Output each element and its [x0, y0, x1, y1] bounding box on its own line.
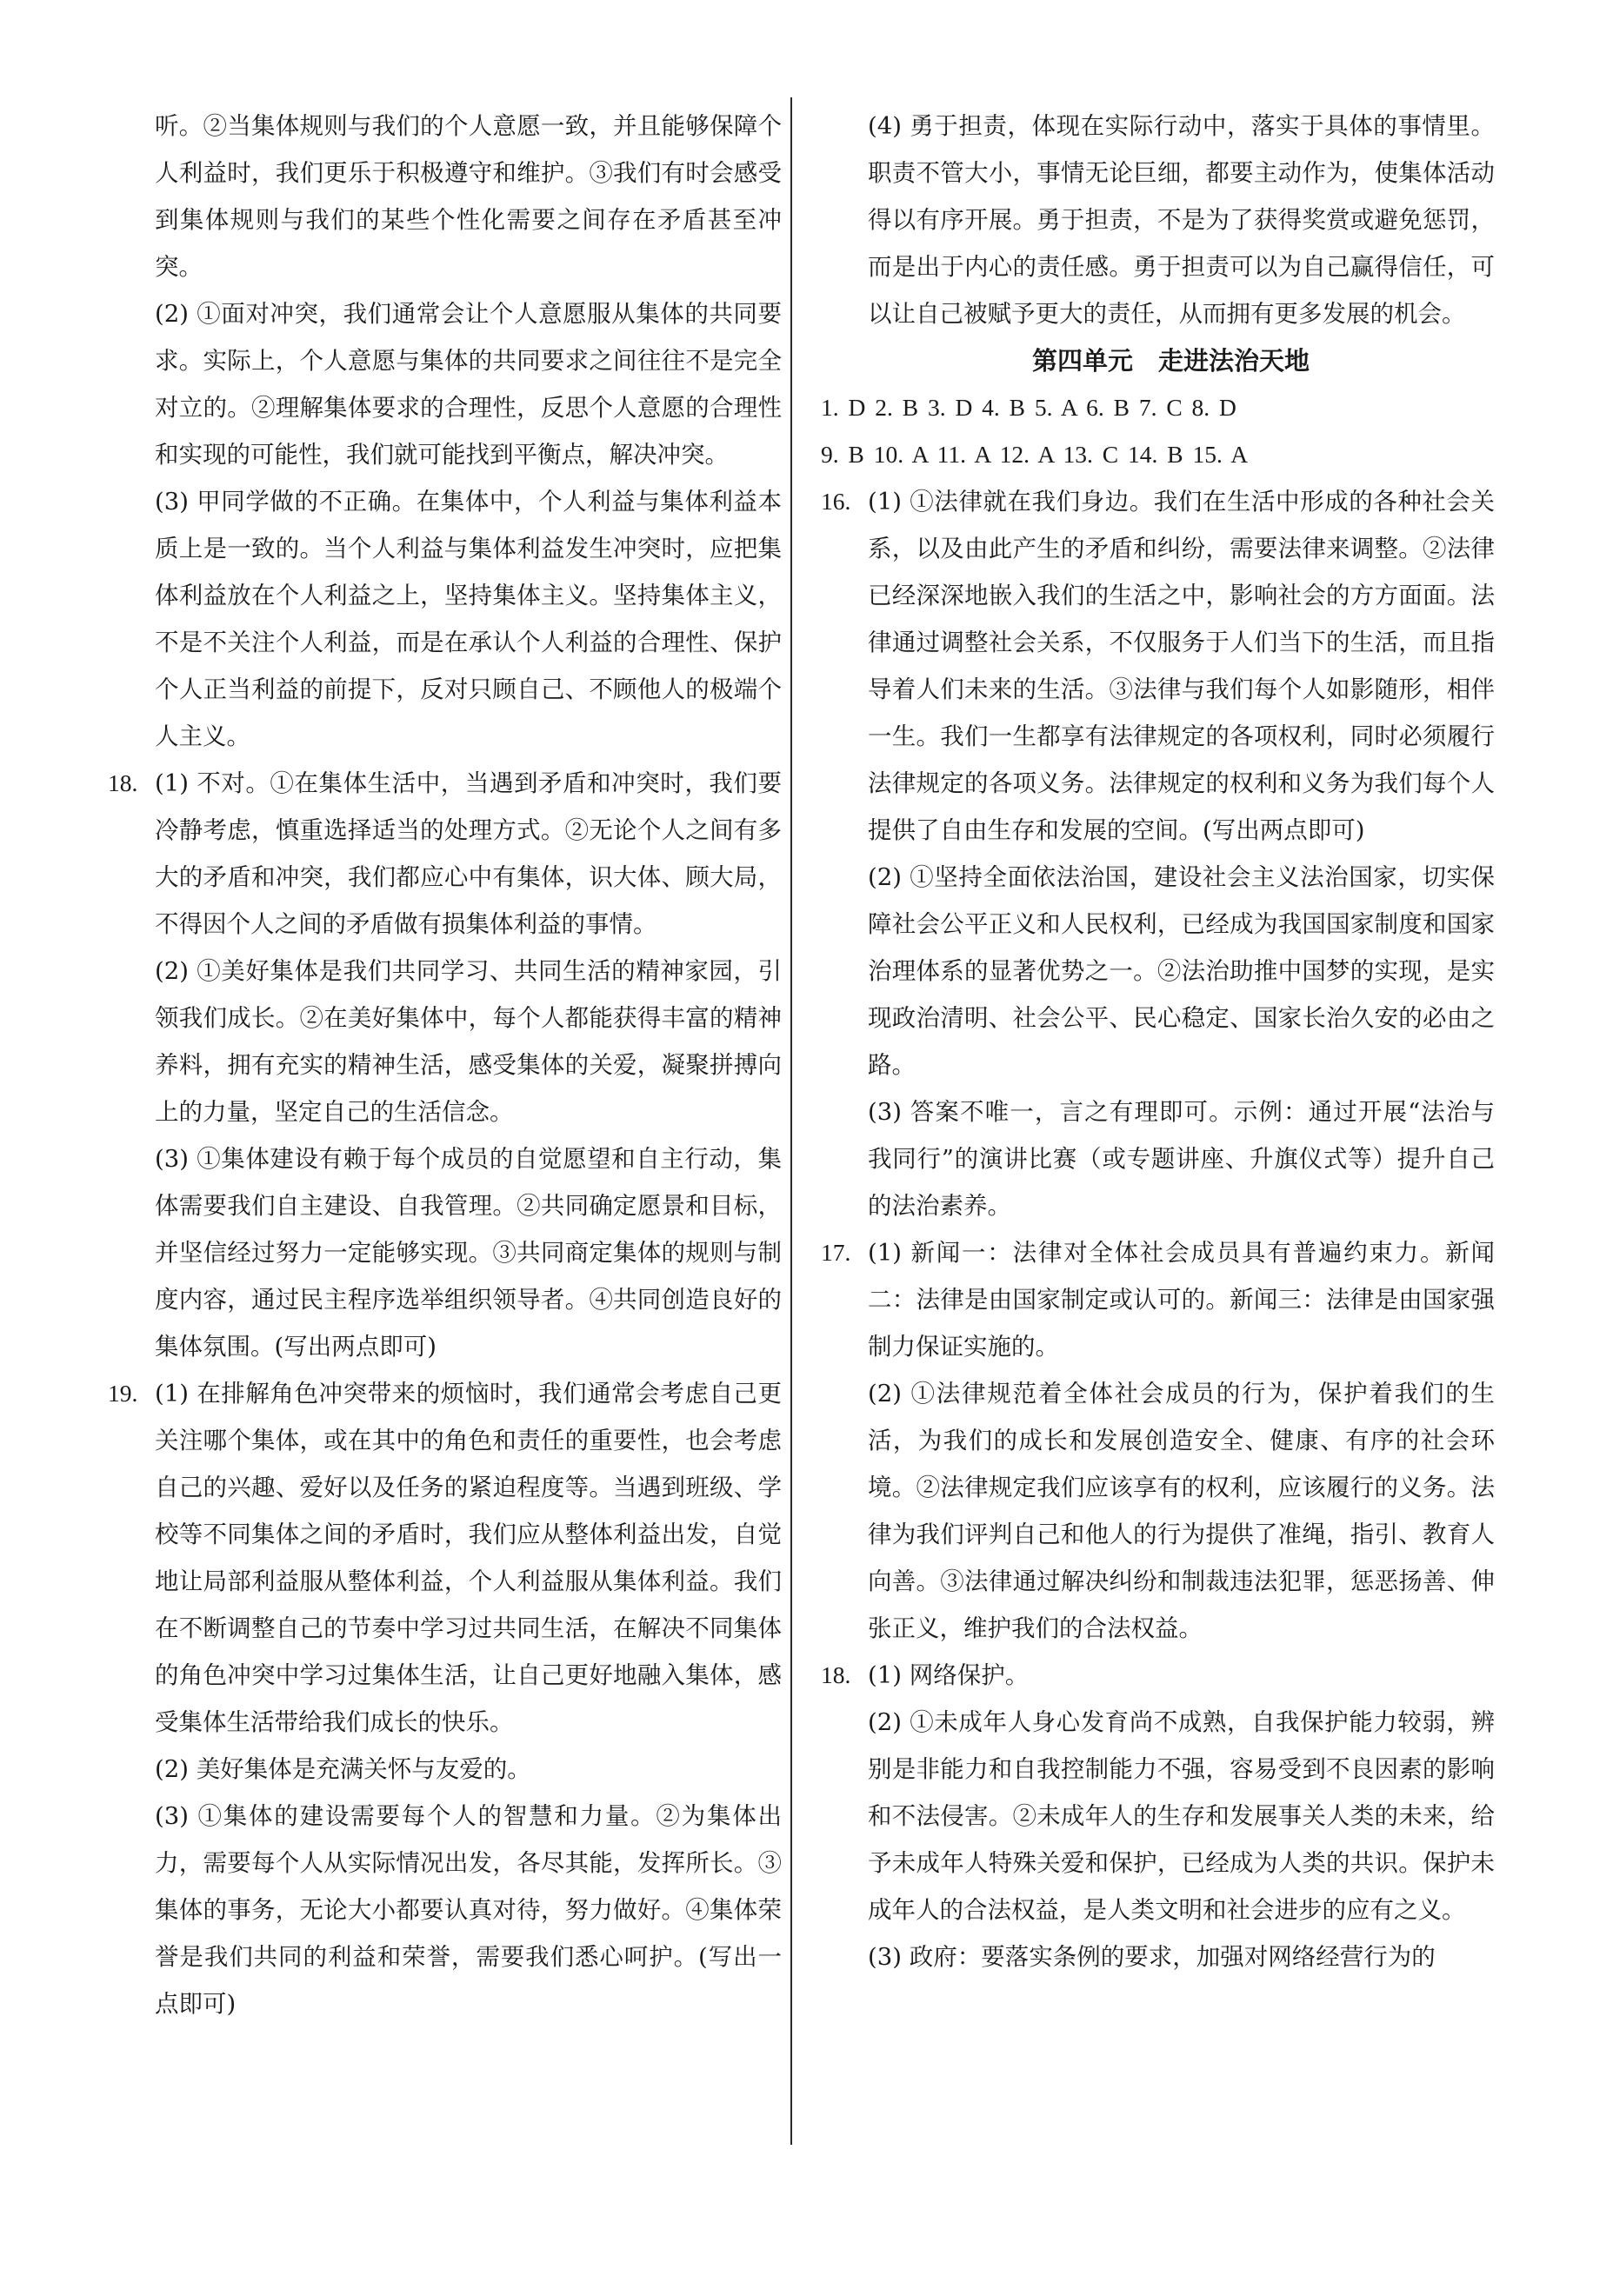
unit-title: 第四单元 走进法治天地	[1031, 346, 1310, 376]
answer-paragraph: (1) 新闻一：法律对全体社会成员具有普遍约束力。新闻二：法律是由国家制定或认可的。新闻三：法律是由国家强制力保证实施的。	[868, 1239, 1495, 1361]
question-number: 17.	[821, 1239, 851, 1266]
answer-paragraph: 听。②当集体规则与我们的个人意愿一致，并且能够保障个人利益时，我们更乐于积极遵守和维护。③我们有时会感受到集体规则与我们的某些个性化需要之间存在矛盾甚至冲突。	[155, 112, 782, 281]
question-number: 16.	[821, 488, 851, 515]
question-16-block	[821, 478, 1495, 1229]
question-18-block	[821, 1652, 1495, 1980]
question-17-block	[821, 1229, 1495, 1652]
question-18-block	[108, 760, 782, 1370]
multiple-choice-answers: 9. B 10. A 11. A 12. A 13. C 14. B 15. A	[821, 441, 1249, 468]
question-19-block	[108, 1370, 782, 2027]
answer-paragraph: (3) 答案不唯一，言之有理即可。示例：通过开展“法治与我同行”的演讲比赛（或专题讲座、升旗仪式等）提升自己的法治素养。	[868, 1098, 1495, 1220]
answer-paragraph: (2) 美好集体是充满关怀与友爱的。	[155, 1755, 531, 1783]
question-number: 19.	[108, 1380, 138, 1407]
column-divider	[790, 97, 792, 2145]
multiple-choice-answers: 1. D 2. B 3. D 4. B 5. A 6. B 7. C 8. D	[821, 394, 1236, 421]
answer-paragraph: (1) 在排解角色冲突带来的烦恼时，我们通常会考虑自己更关注哪个集体，或在其中的角色和责任的重要性，也会考虑自己的兴趣、爱好以及任务的紧迫程度等。当遇到班级、学校等不同集体之间的矛盾时，我们应从整体利益出发，自觉地让局部利益服从整体利益，个人利益服从集体利益。我们在不断调整自己的节奏中学习过共同生活，在解决不同集体的角色冲突中学习过集体生活，让自己更好地融入集体，感受集体生活带给我们成长的快乐。	[155, 1380, 782, 1736]
answer-paragraph: (3) ①集体的建设需要每个人的智慧和力量。②为集体出力，需要每个人从实际情况出发，各尽其能，发挥所长。③集体的事务，无论大小都要认真对待，努力做好。④集体荣誉是我们共同的利益和荣誉，需要我们悉心呵护。(写出一点即可)	[155, 1802, 782, 2018]
answer-paragraph: (1) ①法律就在我们身边。我们在生活中形成的各种社会关系，以及由此产生的矛盾和纠纷，需要法律来调整。②法律已经深深地嵌入我们的生活之中，影响社会的方方面面。法律通过调整社会关系，不仅服务于人们当下的生活，而且指导着人们未来的生活。③法律与我们每个人如影随形，相伴一生。我们一生都享有法律规定的各项权利，同时必须履行法律规定的各项义务。法律规定的权利和义务为我们每个人提供了自由生存和发展的空间。(写出两点即可)	[868, 488, 1495, 844]
right-column	[821, 103, 1495, 1980]
answer-paragraph: (3) ①集体建设有赖于每个成员的自觉愿望和自主行动，集体需要我们自主建设、自我管理。②共同确定愿景和目标，并坚信经过努力一定能够实现。③共同商定集体的规则与制度内容，通过民主程序选举组织领导者。④共同创造良好的集体氛围。(写出两点即可)	[155, 1145, 782, 1361]
question-number: 18.	[821, 1661, 851, 1688]
answer-paragraph: (2) ①未成年人身心发育尚不成熟，自我保护能力较弱，辨别是非能力和自我控制能力不强，容易受到不良因素的影响和不法侵害。②未成年人的生存和发展事关人类的未来，给予未成年人特殊关爱和保护，已经成为人类的共识。保护未成年人的合法权益，是人类文明和社会进步的应有之义。	[868, 1708, 1495, 1924]
question-number: 18.	[108, 769, 138, 796]
answer-paragraph: (2) ①坚持全面依法治国，建设社会主义法治国家，切实保障社会公平正义和人民权利，已经成为我国国家制度和国家治理体系的显著优势之一。②法治助推中国梦的实现，是实现政治清明、社会公平、民心稳定、国家长治久安的必由之路。	[868, 863, 1495, 1079]
answer-paragraph: (4) 勇于担责，体现在实际行动中，落实于具体的事情里。职责不管大小，事情无论巨细，都要主动作为，使集体活动得以有序开展。勇于担责，不是为了获得奖赏或避免惩罚，而是出于内心的责任感。勇于担责可以为自己赢得信任，可以让自己被赋予更大的责任，从而拥有更多发展的机会。	[868, 112, 1495, 328]
answer-paragraph: (3) 甲同学做的不正确。在集体中，个人利益与集体利益本质上是一致的。当个人利益与集体利益发生冲突时，应把集体利益放在个人利益之上，坚持集体主义。坚持集体主义，不是不关注个人利益，而是在承认个人利益的合理性、保护个人正当利益的前提下，反对只顾自己、不顾他人的极端个人主义。	[155, 488, 782, 750]
answer-paragraph: (2) ①面对冲突，我们通常会让个人意愿服从集体的共同要求。实际上，个人意愿与集体的共同要求之间往往不是完全对立的。②理解集体要求的合理性，反思个人意愿的合理性和实现的可能性，我们就可能找到平衡点，解决冲突。	[155, 300, 782, 469]
answer-paragraph: (2) ①法律规范着全体社会成员的行为，保护着我们的生活，为我们的成长和发展创造安全、健康、有序的社会环境。②法律规定我们应该享有的权利，应该履行的义务。法律为我们评判自己和他人的行为提供了准绳，指引、教育人向善。③法律通过解决纠纷和制裁违法犯罪，惩恶扬善、伸张正义，维护我们的合法权益。	[868, 1380, 1495, 1642]
answer-paragraph: (1) 不对。①在集体生活中，当遇到矛盾和冲突时，我们要冷静考虑，慎重选择适当的处理方式。②无论个人之间有多大的矛盾和冲突，我们都应心中有集体，识大体、顾大局，不得因个人之间的矛盾做有损集体利益的事情。	[155, 769, 782, 938]
answer-paragraph: (2) ①美好集体是我们共同学习、共同生活的精神家园，引领我们成长。②在美好集体中，每个人都能获得丰富的精神养料，拥有充实的精神生活，感受集体的关爱，凝聚拼搏向上的力量，坚定自己的生活信念。	[155, 957, 782, 1126]
answer-paragraph: (3) 政府：要落实条例的要求，加强对网络经营行为的	[868, 1943, 1436, 1971]
left-column	[108, 103, 782, 2027]
answer-paragraph: (1) 网络保护。	[868, 1661, 1030, 1689]
